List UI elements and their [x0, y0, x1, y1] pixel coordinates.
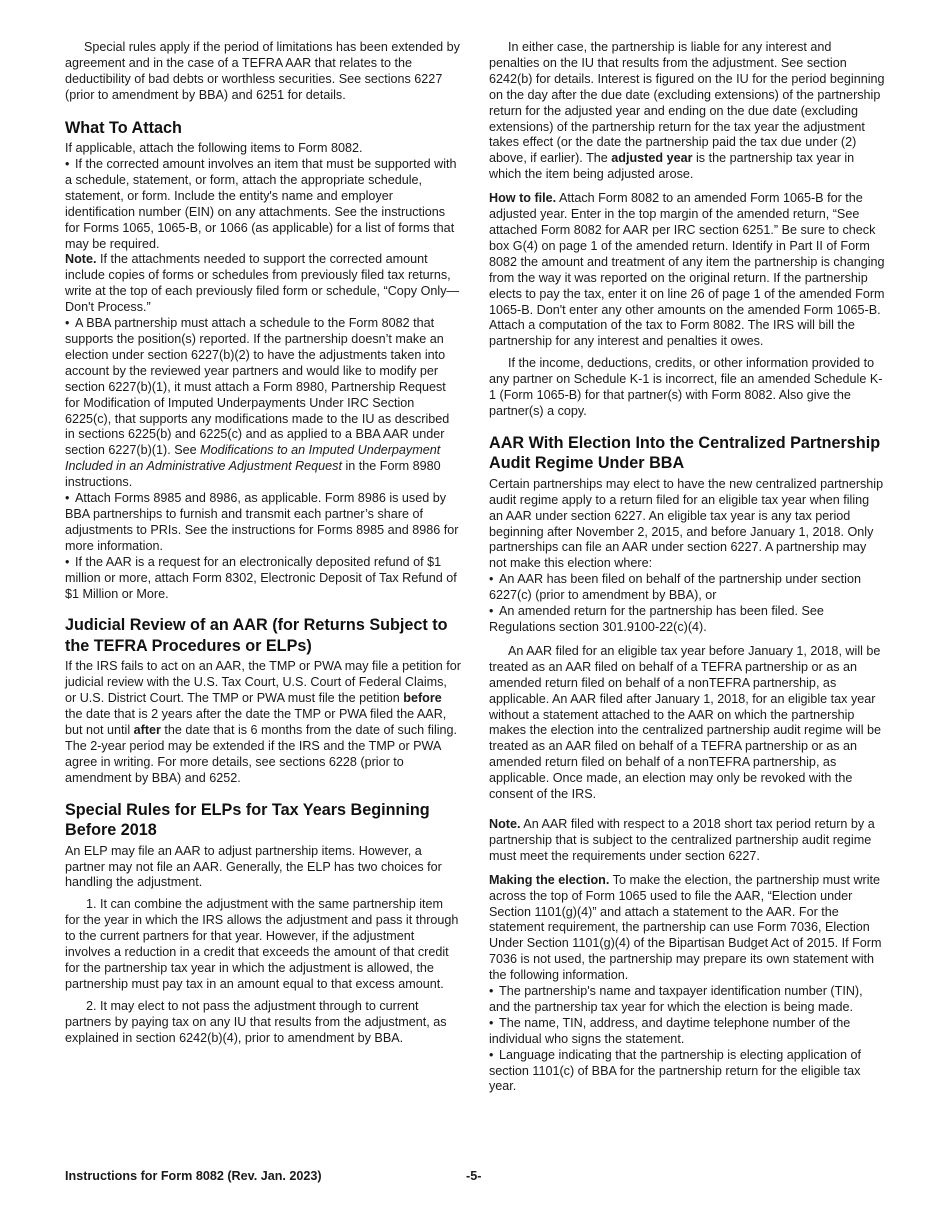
heading-judicial-review: Judicial Review of an AAR (for Returns Subject to the TEFRA Procedures or ELPs) [65, 616, 448, 655]
elp-paragraph: An ELP may file an AAR to adjust partnership items. However, a partner may not file an AAR. Generally, the ELP has two choices for handling the adjustment. [65, 843, 442, 890]
elp-choice-2: 2. It may elect to not pass the adjustment through to current partners by paying tax on any IU that results from the adjustment, as explained in section 6242(b)(4), prior to amendment by BBA. [65, 998, 447, 1045]
note-text-right: An AAR filed with respect to a 2018 short tax period return by a partnership that is subject to the centralized partnership audit regime must meet the requirements under section 6227. [489, 816, 875, 863]
bullet-2-text-b: in the Form 8980 instructions. [65, 459, 441, 490]
elp-choice-1: 1. It can combine the adjustment with the same partnership item for the year in which the IRS allows the adjustment and pass it through to the current partners for that year. However, if the adjustment involves a reduction in a credit that exceeds the amount of that credit for the partnership tax year in which the adjustment is allowed, the partnership must pay tax in an amount equal to that excess amount. [65, 897, 459, 991]
jr-text-c: the date that is 6 months from the date of such filing. The 2-year period may be extended if the IRS and the TMP or PWA agree in writing. For more details, see sections 6228 (prior to amendment by BBA) and 6252. [65, 723, 458, 785]
statement-bullet-1: • The partnership's name and taxpayer identification number (TIN), and the partnership tax year for which the election is being made. [489, 984, 885, 1016]
either-case-paragraph [489, 40, 885, 183]
attach-bullet-4: • If the AAR is a request for an electronically deposited refund of $1 million or more, attach Form 8302, Electronic Deposit of Tax Refund of $1 Million or More. [65, 555, 461, 603]
left-column [65, 40, 461, 1047]
how-to-file-paragraph [489, 191, 885, 350]
making-election-text: To make the election, the partnership must write across the top of Form 1065 used to file the AAR, “Election under Section 1101(g)(4)” and attach a statement to the AAR. For the statement requirement, the partnership can use Form 7036, Election Under Section 1101(g)(4) of the Bipartisan Budget Act of 2015. If Form 7036 is not used, the partnership may prepare its own statement with the following information. [489, 872, 882, 983]
making-election-label: Making the election. [489, 872, 610, 887]
note-label: Note. [65, 252, 97, 267]
heading-centralized-regime: AAR With Election Into the Centralized Partnership Audit Regime Under BBA [489, 433, 881, 473]
right-column [489, 40, 885, 1095]
attach-bullet-3: • Attach Forms 8985 and 8986, as applicable. Form 8986 is used by BBA partnerships to furnish and transmit each partner’s share of adjustments to PRIs. See the instructions for Forms 8985 and 8986 for more information. [65, 491, 461, 555]
income-paragraph: If the income, deductions, credits, or other information provided to any partner on Schedule K-1 is incorrect, file an amended Schedule K-1 (Form 1065-B) for that partner(s) with Form 8082. Also give the partner(s) a copy. [489, 356, 883, 418]
note-label-right: Note. [489, 816, 521, 831]
jr-text-a: If the IRS fails to act on an AAR, the TMP or PWA may file a petition for judicial review with the U.S. Tax Court, U.S. Court of Federal Claims, or U.S. District Court. The TMP or PWA must file the petition [65, 659, 461, 706]
election-bullet-1: • An AAR has been filed on behalf of the partnership under section 6227(c) (prior to amendment by BBA), or [489, 572, 885, 604]
judicial-review-paragraph [65, 659, 461, 786]
jr-before: before [403, 691, 442, 706]
how-to-file-text: Attach Form 8082 to an amended Form 1065-B for the adjusted year. Enter in the top margin of the amended return, “See attached Form 8082 for AAR per IRC section 6251.” Be sure to check box G(4) on page 1 of the amended return. Identify in Part II of Form 8082 the amount and treatment of any item the partnership is changing from the way it was reported on the original return. If the partnership elects to pay the tax, enter it on line 26 of page 1 of the amended Form 1065-B. Don't enter any other amounts on the amended Form 1065-B. Attach a computation of the tax to Form 8082. The IRS will bill the partnership for any interest and penalties it owes. [489, 191, 885, 349]
either-text-b: is the partnership tax year in which the item being adjusted arose. [489, 151, 855, 182]
statement-bullet-3: • Language indicating that the partnership is electing application of section 1101(c) of BBA for the partnership return for the eligible tax year. [489, 1048, 885, 1096]
page-number: -5- [466, 1169, 482, 1183]
certain-partnerships-paragraph: Certain partnerships may elect to have the new centralized partnership audit regime apply to a return filed for an eligible tax year when filing an AAR under section 6227. An eligible tax year is any tax period beginning after November 2, 2015, and before January 1, 2018. Only partnerships can file an AAR under section 6227. A partnership may not make this election where: [489, 476, 884, 571]
footer-form-title: Instructions for Form 8082 (Rev. Jan. 2023) [65, 1169, 322, 1183]
heading-elp-special-rules: Special Rules for ELPs for Tax Years Beginning Before 2018 [65, 800, 430, 840]
jr-text-b: the date that is 2 years after the date the TMP or PWA filed the AAR, but not until [65, 707, 447, 738]
bullet-2-italic-title: Modifications to an Imputed Underpayment Included in an Administrative Adjustment Request [65, 443, 441, 474]
attach-note [65, 252, 461, 316]
note-text: If the attachments needed to support the corrected amount include copies of forms or schedules from previously filed tax returns, write at the top of each previously filed form or schedule, “Copy Only—Don't Process.” [65, 252, 460, 315]
aar-filed-paragraph: An AAR filed for an eligible tax year before January 1, 2018, will be treated as an AAR filed on behalf of a TEFRA partnership or as an amended return filed on behalf of a nonTEFRA partnership, as applicable. An AAR filed after January 1, 2018, for an eligible tax year without a statement attached to the AAR on which the partnership makes the election into the centralized partnership audit regime will be treated as an AAR filed on behalf of a TEFRA partnership or as an amended return filed on behalf of a nonTEFRA partnership, as applicable. Once made, an election may only be revoked with the consent of the IRS. [489, 643, 882, 802]
statement-bullet-2: • The name, TIN, address, and daytime telephone number of the individual who signs the statement. [489, 1016, 885, 1048]
election-bullet-2: • An amended return for the partnership has been filed. See Regulations section 301.9100-22(c)(4). [489, 604, 885, 636]
attach-intro: If applicable, attach the following items to Form 8082. [65, 141, 363, 156]
attach-bullet-1: • If the corrected amount involves an item that must be supported with a schedule, statement, or form, attach the appropriate schedule, statement, or form. Include the entity's name and employer identification number (EIN) on any attachments. See the instructions for Forms 1065, 1065-B, or 1066 (as applicable) for a list of forms that may be required. [65, 157, 461, 252]
special-rules-paragraph: Special rules apply if the period of limitations has been extended by agreement and in the case of a TEFRA AAR that relates to the deductibility of bad debts or worthless securities. See sections 6227 (prior to amendment by BBA) and 6251 for details. [65, 40, 460, 102]
making-election-paragraph [489, 873, 885, 984]
how-to-file-label: How to file. [489, 191, 557, 206]
heading-what-to-attach: What To Attach [65, 118, 182, 137]
bullet-2-text-a: A BBA partnership must attach a schedule to the Form 8082 that supports the position(s) reported. If the partnership doesn’t make an election under section 6227(b)(2) to have the adjustments taken into account by the reviewed year partners and would like to modify per section 6227(b)(1), it must attach a Form 8980, Partnership Request for Modification of Imputed Underpayments Under IRC Section 6225(c), that supports any modifications made to the IU as described in sections 6225(b) and 6225(c) and as applied to a BBA AAR under section 6227(b)(1). See [65, 316, 450, 458]
adjusted-year-term: adjusted year [611, 151, 693, 166]
jr-after: after [133, 723, 161, 738]
either-text-a: In either case, the partnership is liable for any interest and penalties on the IU that results from the adjustment. See section 6242(b) for details. Interest is figured on the IU for the period beginning on the day after the due date (excluding extensions) of the partnership return for the adjusted year and ending on the due date (excluding extensions) of the partnership return for the tax year the adjustment takes effect (or the date the partnership paid the tax due under (2) above, if earlier). The [489, 40, 885, 166]
attach-bullet-2 [65, 316, 461, 491]
short-period-note [489, 817, 885, 865]
